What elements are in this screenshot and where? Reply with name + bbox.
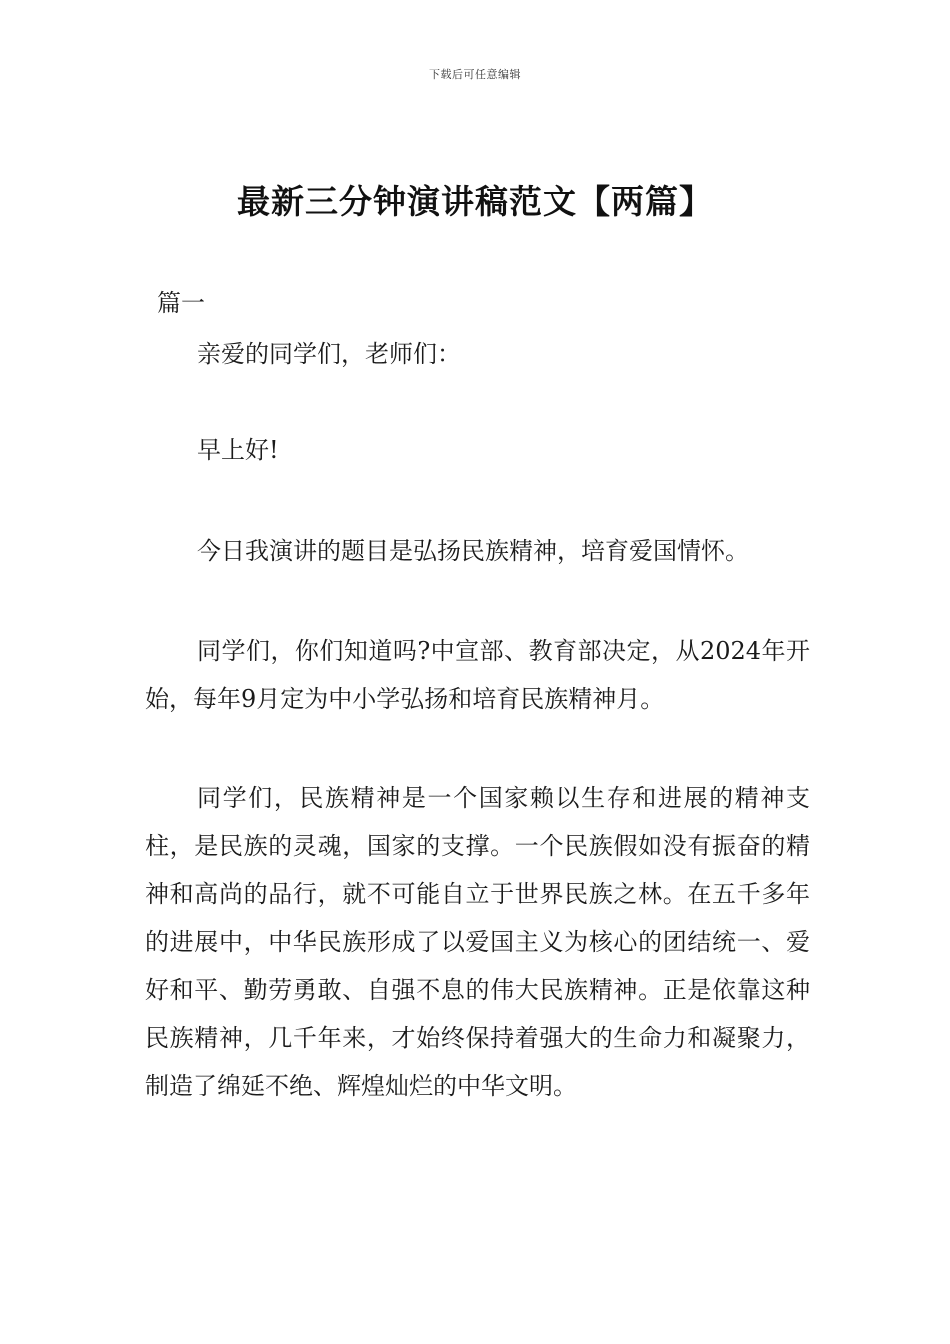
paragraph-good-morning: 早上好! [197,436,279,464]
paragraph-national-spirit: 同学们，民族精神是一个国家赖以生存和进展的精神支柱，是民族的灵魂，国家的支撑。一个民族假如没有振奋的精神和高尚的品行，就不可能自立于世界民族之林。在五千多年的进展中，中华民族形成了以爱国主义为核心的团结统一、爱好和平、勤劳勇敢、自强不息的伟大民族精神。正是依靠这种民族精神，几千年来，才始终保持着强大的生命力和凝聚力，制造了绵延不绝、辉煌灿烂的中华文明。 [145,784,810,1100]
paragraph-greeting: 亲爱的同学们，老师们： [197,340,461,368]
header-note: 下载后可任意编辑 [429,68,521,81]
section-label: 篇一 [157,289,205,317]
document-title: 最新三分钟演讲稿范文【两篇】 [237,182,713,221]
paragraph-announcement: 同学们，你们知道吗?中宣部、教育部决定，从2024年开始，每年9月定为中小学弘扬和培育民族精神月。 [145,637,810,713]
paragraph-topic: 今日我演讲的题目是弘扬民族精神，培育爱国情怀。 [197,537,749,565]
